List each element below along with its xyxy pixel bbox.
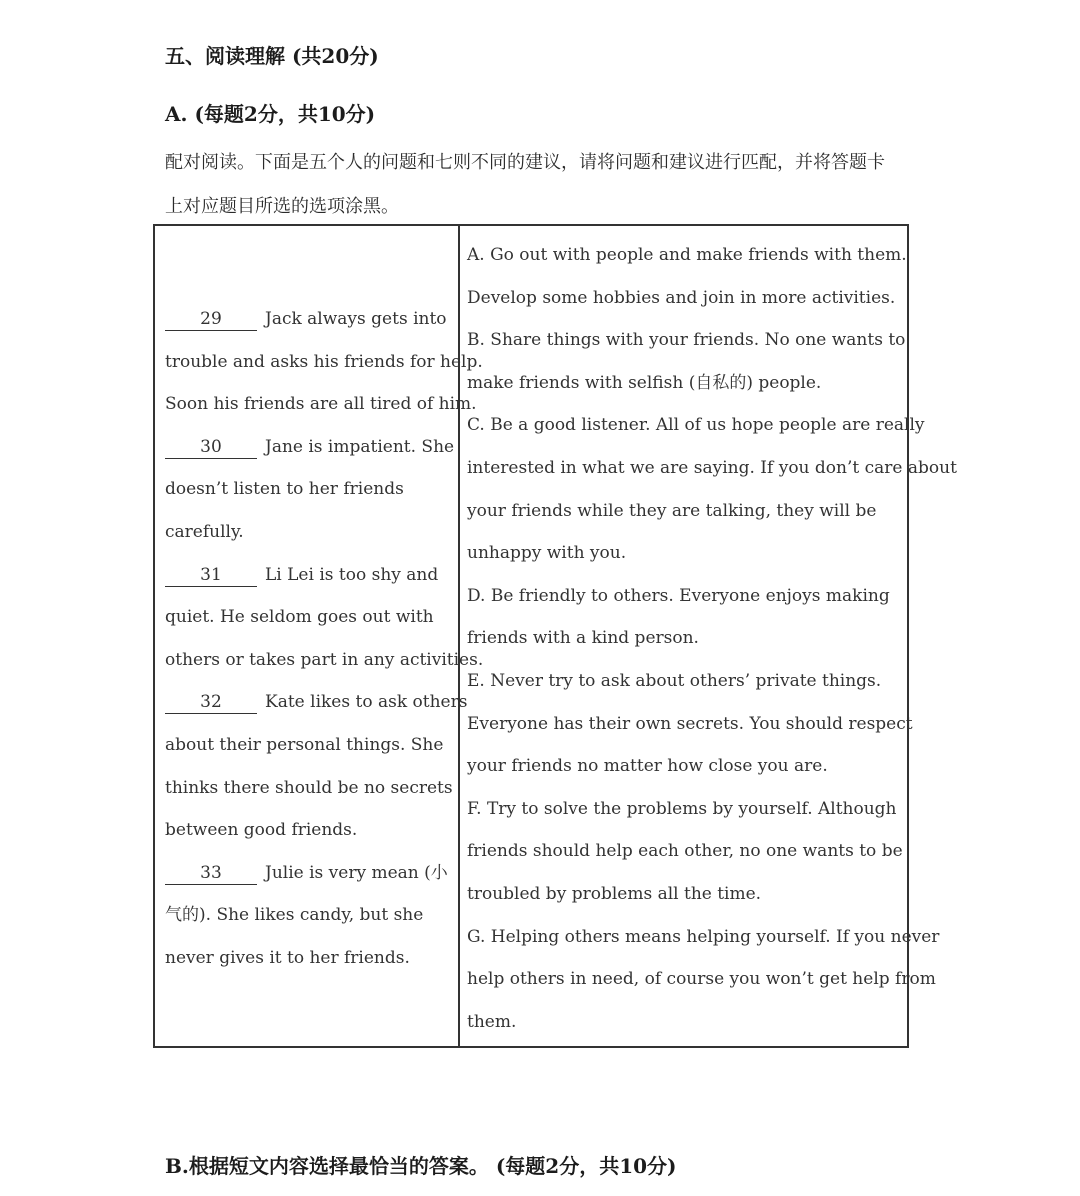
option-line: your friends while they are talking, they will be <box>467 500 877 521</box>
question-first-line: 32 Kate likes to ask others <box>165 681 455 724</box>
option-line: Develop some hobbies and join in more activities. <box>467 287 896 308</box>
question-line: doesn’t listen to her friends <box>165 479 404 500</box>
option-line: them. <box>467 1011 517 1032</box>
questions-column <box>165 298 484 980</box>
question-first-line: 29 Jack always gets into <box>165 298 455 341</box>
question-line: trouble and asks his friends for help. <box>165 351 483 372</box>
instructions <box>165 141 935 229</box>
options-column <box>467 234 957 1043</box>
part-a-title: A. (每题2分，共10分) <box>165 102 376 126</box>
question-first-line: 30 Jane is impatient. She <box>165 426 455 469</box>
option-line: B. Share things with your friends. No one wants to <box>467 330 906 351</box>
option-line: friends should help each other, no one wants to be <box>467 841 903 862</box>
answer-blank-33[interactable]: 33 <box>165 862 257 885</box>
section-title: 五、阅读理解 (共20分) <box>165 44 379 68</box>
question-line: Soon his friends are all tired of him. <box>165 394 477 415</box>
answer-blank-30[interactable]: 30 <box>165 436 257 459</box>
option-line: C. Be a good listener. All of us hope people are really <box>467 415 925 436</box>
option-line: interested in what we are saying. If you don’t care about <box>467 457 957 478</box>
option-line: A. Go out with people and make friends with them. <box>467 245 907 265</box>
option-line: Everyone has their own secrets. You should respect <box>467 713 913 734</box>
answer-blank-31[interactable]: 31 <box>165 564 257 587</box>
column-divider <box>458 226 460 1046</box>
option-line: G. Helping others means helping yourself. If you never <box>467 926 940 947</box>
question-first-line: 31 Li Lei is too shy and <box>165 554 455 597</box>
question-line: 气的). She likes candy, but she <box>165 905 424 926</box>
option-line: unhappy with you. <box>467 543 627 564</box>
question-line: others or takes part in any activities. <box>165 649 484 670</box>
option-line: troubled by problems all the time. <box>467 883 762 904</box>
question-line: never gives it to her friends. <box>165 947 410 968</box>
option-line: your friends no matter how close you are. <box>467 756 828 777</box>
question-line: quiet. He seldom goes out with <box>165 607 434 628</box>
part-b-title: B.根据短文内容选择最恰当的答案。 (每题2分，共10分) <box>165 1154 677 1178</box>
question-line: between good friends. <box>165 820 358 841</box>
option-line: friends with a kind person. <box>467 628 699 649</box>
question-line: carefully. <box>165 521 244 542</box>
option-line: help others in need, of course you won’t get help from <box>467 969 936 990</box>
option-line: E. Never try to ask about others’ private things. <box>467 670 882 691</box>
instruction-line: 配对阅读。下面是五个人的问题和七则不同的建议，请将问题和建议进行匹配，并将答题卡 <box>165 152 885 173</box>
option-line: F. Try to solve the problems by yourself. Although <box>467 798 897 819</box>
option-line: make friends with selfish (自私的) people. <box>467 372 822 393</box>
answer-blank-32[interactable]: 32 <box>165 691 257 714</box>
question-first-line: 33 Julie is very mean (小 <box>165 852 455 895</box>
option-line: D. Be friendly to others. Everyone enjoys making <box>467 585 890 606</box>
answer-blank-29[interactable]: 29 <box>165 308 257 331</box>
instruction-line: 上对应题目所选的选项涂黑。 <box>165 196 399 217</box>
question-line: thinks there should be no secrets <box>165 777 453 798</box>
matching-table <box>153 224 957 1048</box>
question-line: about their personal things. She <box>165 734 444 755</box>
